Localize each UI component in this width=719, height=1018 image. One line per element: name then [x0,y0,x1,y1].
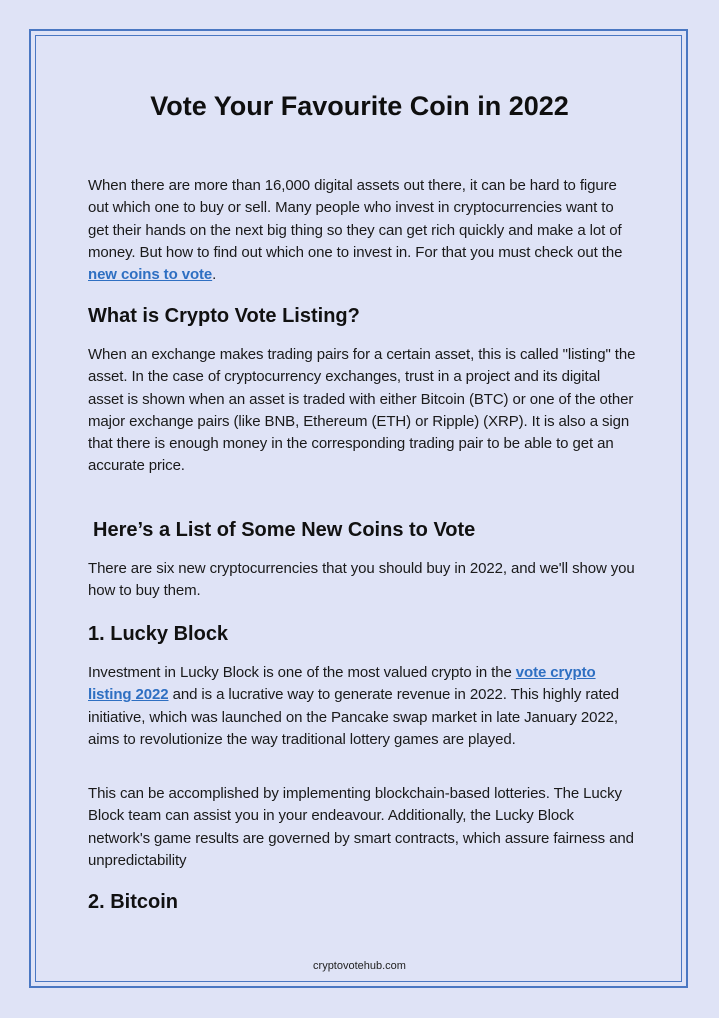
new-coins-to-vote-link[interactable]: new coins to vote [88,266,213,284]
section-heading-crypto-vote-listing: What is Crypto Vote Listing? [88,305,360,327]
footer-site-name: cryptovotehub.com [313,960,406,972]
intro-text: When there are more than 16,000 digital assets out there, it can be hard to figure out which one to buy or sell. Many people who invest in cryptocurrencies want to get their hands on the next big thing so they can get rich quickly and make a lot of money. But how to find out which one to invest in. For that you must check out the [88,177,623,261]
lucky-block-paragraph [88,662,636,751]
section-heading-bitcoin: 2. Bitcoin [88,891,179,913]
intro-paragraph [88,175,636,286]
lucky-block-text-after: and is a lucrative way to generate revenue in 2022. This highly rated initiative, which was launched on the Pancake swap market in late January 2022, aims to revolutionize the way traditional lottery games are played. [88,686,620,748]
lucky-block-paragraph-2: This can be accomplished by implementing blockchain-based lotteries. The Lucky Block team can assist you in your endeavour. Additionally, the Lucky Block network's game results are governed by smart contracts, which assure fairness and unpredictability [88,785,634,869]
section-heading-lucky-block: 1. Lucky Block [88,623,229,645]
lucky-block-text-before: Investment in Lucky Block is one of the most valued crypto in the [88,664,516,681]
section-heading-new-coins-list: Here’s a List of Some New Coins to Vote [93,519,476,541]
intro-after: . [212,266,217,284]
page-title: Vote Your Favourite Coin in 2022 [150,91,569,121]
crypto-vote-listing-paragraph: When an exchange makes trading pairs for a certain asset, this is called "listing" the asset. In the case of cryptocurrency exchanges, trust in a project and its digital asset is shown when an asset is traded with either Bitcoin (BTC) or one of the other major exchange pairs (like BNB, Ethereum (ETH) or Ripple) (XRP). It is also a sign that there is enough money in the corresponding trading pair to be able to get an accurate price. [88,346,636,475]
new-coins-list-paragraph: There are six new cryptocurrencies that you should buy in 2022, and we'll show you how to buy them. [88,560,635,600]
vote-crypto-listing-link[interactable]: vote crypto listing 2022 [88,664,596,704]
